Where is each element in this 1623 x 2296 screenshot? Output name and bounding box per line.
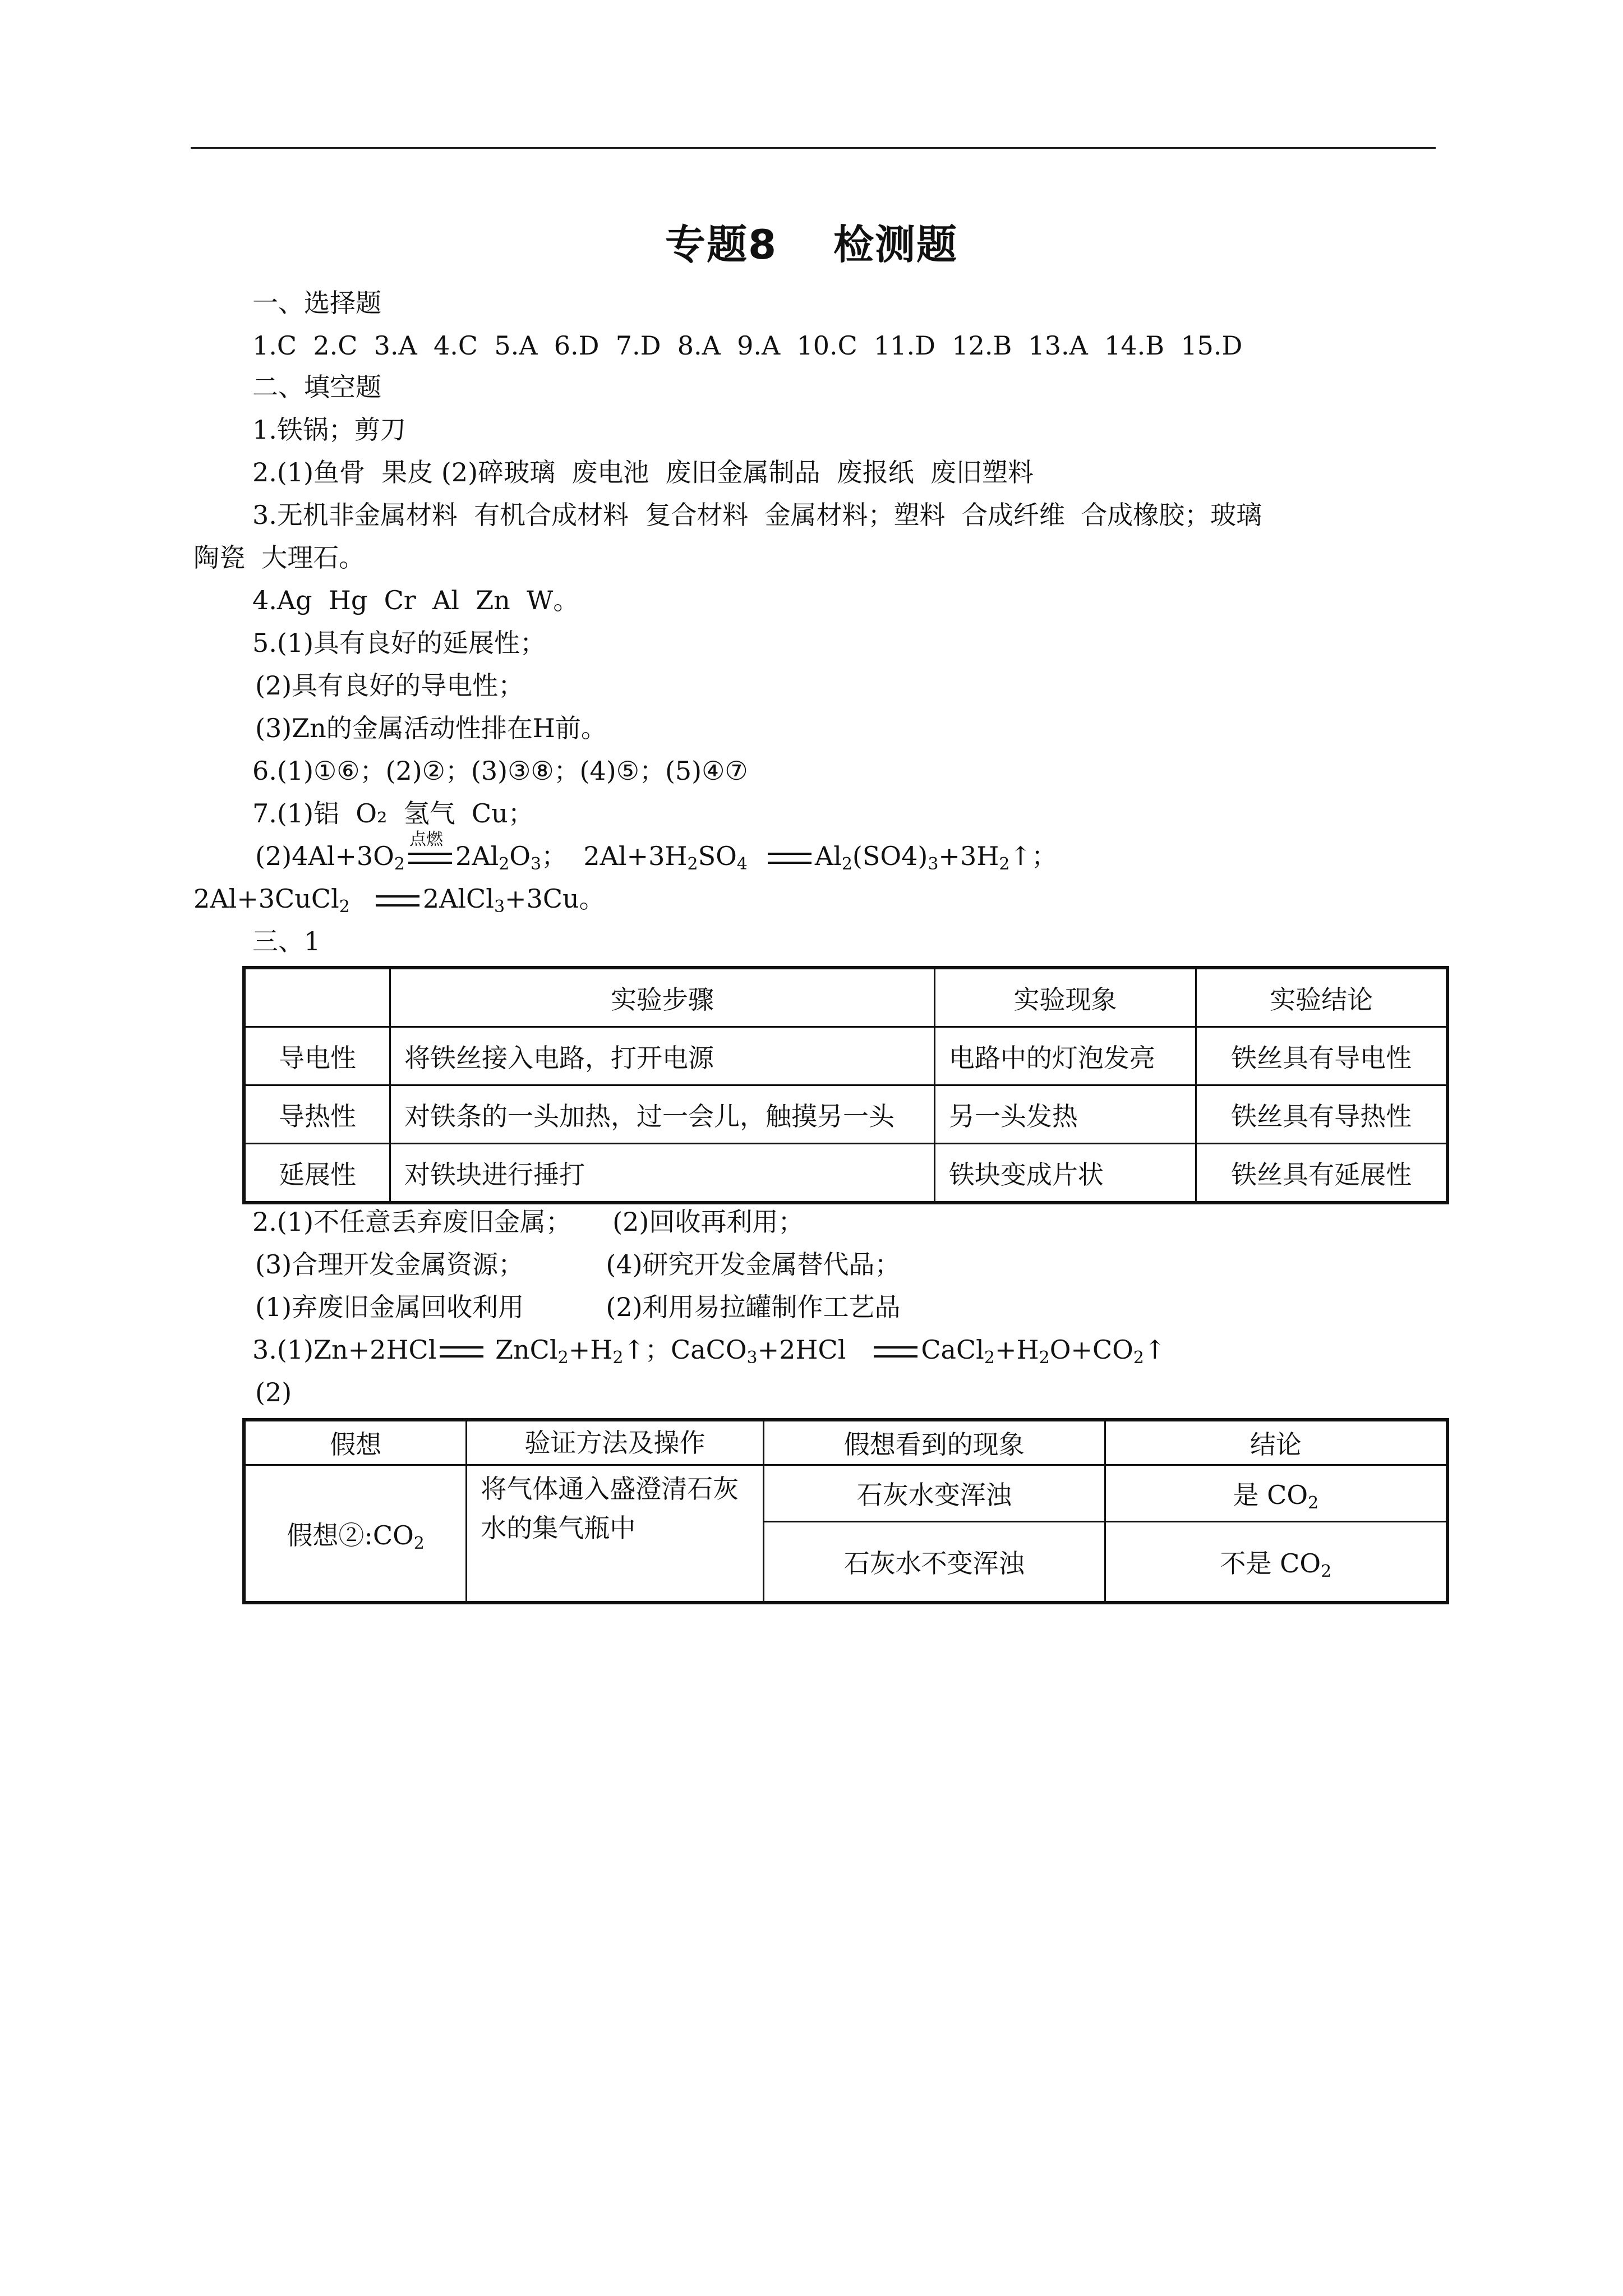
fill-6: 6.(1)①⑥；(2)②；(3)③⑧；(4)⑤；(5)④⑦ [252, 756, 748, 786]
condition-label: 点燃 [409, 830, 443, 849]
fill-5c: (3)Zn的金属活动性排在H前。 [255, 713, 607, 743]
fill-5a: 5.(1)具有良好的延展性； [252, 628, 546, 658]
equals-sign [440, 1346, 483, 1358]
fill-4: 4.Ag Hg Cr Al Zn W。 [252, 585, 579, 615]
fill-1: 1.铁锅；剪刀 [252, 415, 406, 445]
conclusion-cell: 不是 $CO_2$ [1105, 1522, 1447, 1603]
table-header-row: 假想 验证方法及操作 假想看到的现象 结论 [244, 1420, 1447, 1465]
section-choice: 一、选择题 [252, 288, 381, 318]
fill-3a: 3.无机非金属材料 有机合成材料 复合材料 金属材料；塑料 合成纤维 合成橡胶；玻璃 [252, 500, 1262, 530]
table-row: 导热性 对铁条的一头加热，过一会儿，触摸另一头 另一头发热 铁丝具有导热性 [244, 1085, 1447, 1144]
part3-3b: (2) [255, 1377, 292, 1407]
conclusion-cell: 是 $CO_2$ [1105, 1465, 1447, 1522]
title-part2: 检测题 [833, 221, 958, 268]
fill-2: 2.(1)鱼骨 果皮 (2)碎玻璃 废电池 废旧金属制品 废报纸 废旧塑料 [252, 457, 1034, 487]
header-rule [191, 147, 1436, 149]
table-row [244, 1465, 1447, 1522]
fill-7b-equations: $(2)4Al+3O_2$ 点燃 $2Al_2O_3$； $2Al+3H_2SO_4$ $Al_2(SO4)_3+3H_2↑$； [255, 840, 1057, 872]
fill-5b: (2)具有良好的导电性； [255, 670, 524, 701]
fill-7a: 7.(1)铝 O₂ 氢气 Cu； [252, 798, 534, 829]
equals-sign [376, 895, 419, 907]
section-fill: 二、填空题 [252, 372, 381, 402]
observation-cell: 石灰水变浑浊 [763, 1465, 1105, 1522]
equals-sign [768, 853, 811, 864]
equals-sign [874, 1346, 917, 1358]
part3-2c: (1)弃废旧金属回收利用 (2)利用易拉罐制作工艺品 [255, 1292, 901, 1322]
title-part1: 专题8 [665, 221, 778, 268]
section-three: 三、1 [252, 926, 321, 956]
hypothesis-table [242, 1418, 1449, 1604]
page-title [0, 212, 1623, 270]
hypothesis-cell: 假想$②:CO_2$ [244, 1465, 467, 1603]
choice-answers: 1.C 2.C 3.A 4.C 5.A 6.D 7.D 8.A 9.A 10.C 11.D 12.B 13.A 14.B 15.D [252, 330, 1243, 361]
part3-3-equations: 3.(1)Zn+2HCl $ZnCl_2+H_2↑$；CaCO$_3$+2HCl $CaCl_2+H_2O+CO_2↑$ [252, 1335, 1166, 1368]
fill-3b: 陶瓷 大理石。 [193, 542, 365, 573]
part3-2b: (3)合理开发金属资源； (4)研究开发金属替代品； [255, 1249, 901, 1280]
table-row: 延展性 对铁块进行捶打 铁块变成片状 铁丝具有延展性 [244, 1144, 1447, 1203]
part3-2a: 2.(1)不任意丢弃废旧金属； (2)回收再利用； [252, 1207, 804, 1237]
properties-table [242, 966, 1449, 1204]
method-cell: 将气体通入盛澄清石灰水的集气瓶中 [467, 1465, 763, 1603]
observation-cell: 石灰水不变浑浊 [763, 1522, 1105, 1603]
fill-7c-equation: 2Al+3CuCl$_2$ 2AlCl$_3$+3Cu。 [193, 884, 605, 917]
table-header-row: 实验步骤 实验现象 实验结论 [244, 968, 1447, 1027]
table-row: 导电性 将铁丝接入电路，打开电源 电路中的灯泡发亮 铁丝具有导电性 [244, 1027, 1447, 1085]
